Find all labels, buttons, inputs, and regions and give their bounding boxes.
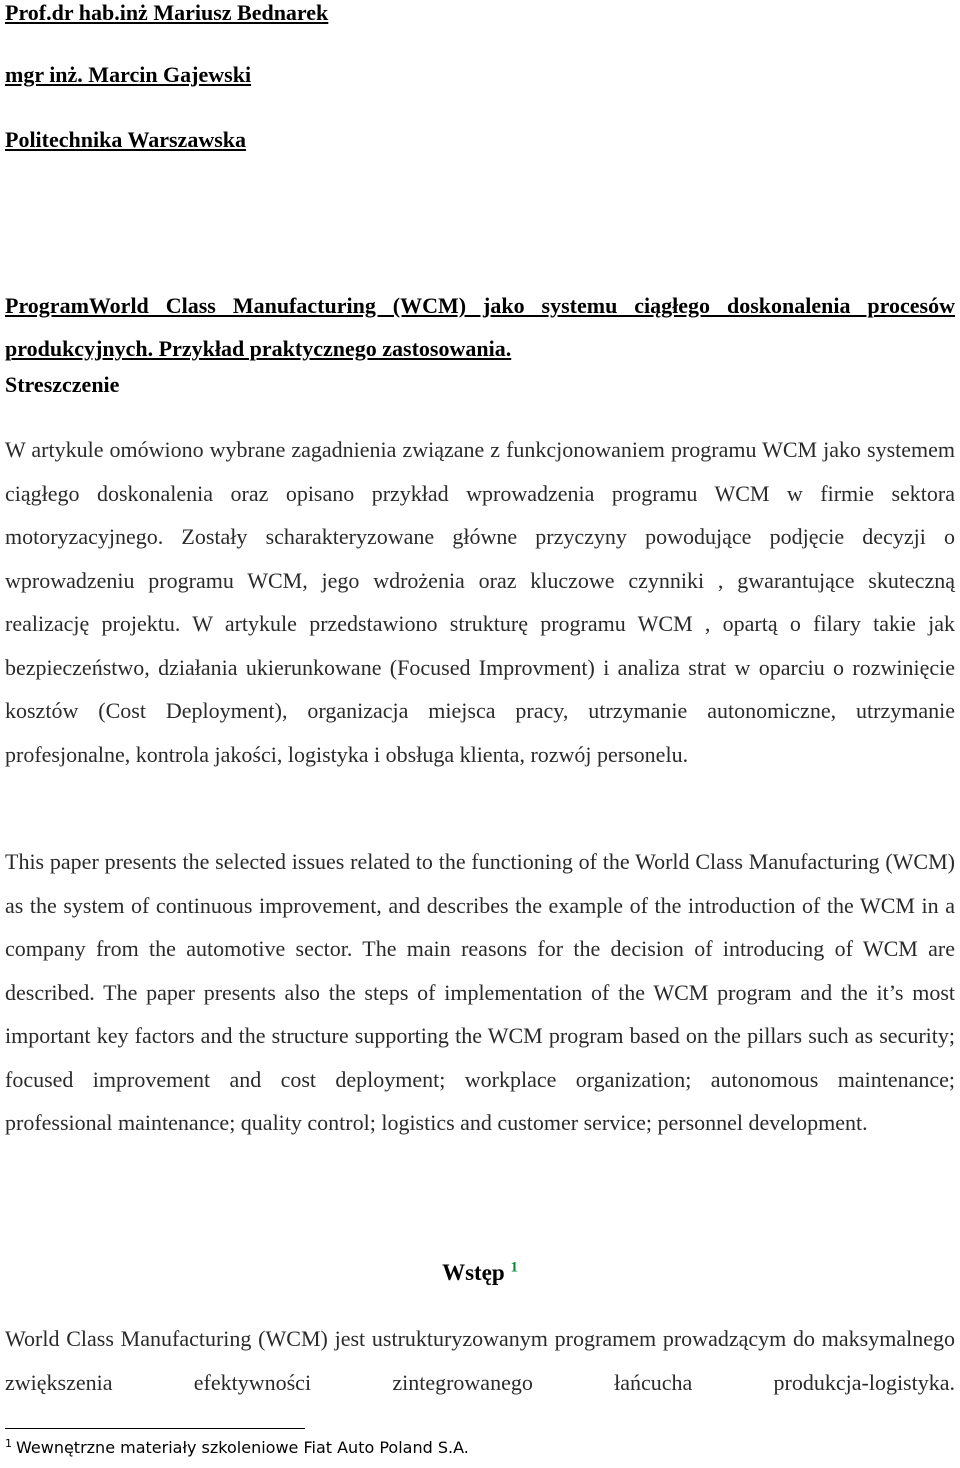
- footnote-number: 1: [5, 1436, 12, 1450]
- paper-title: ProgramWorld Class Manufacturing (WCM) jako systemu ciągłego doskonalenia procesów produkcyjnych. Przykład praktycznego zastosowania.: [5, 293, 955, 361]
- introduction-heading-text: Wstęp: [442, 1260, 505, 1285]
- footnote-text: Wewnętrzne materiały szkoleniowe Fiat Auto Poland S.A.: [16, 1438, 469, 1457]
- abstract-english: This paper presents the selected issues related to the functioning of the World Class Manufacturing (WCM) as the system of continuous improvement, and describes the example of the introduction of the WCM in a company from the automotive sector. The main reasons for the decision of introducing of WCM are described. The paper presents also the steps of implementation of the WCM program and the it’s most important key factors and the structure supporting the WCM program based on the pillars such as security; focused improvement and cost deployment; workplace organization; autonomous maintenance; professional maintenance; quality control; logistics and customer service; personnel development.: [5, 849, 955, 1135]
- introduction-heading: [0, 1257, 960, 1289]
- footnote: [5, 1434, 469, 1462]
- footnote-separator: [5, 1428, 305, 1429]
- author-1: Prof.dr hab.inż Mariusz Bednarek: [5, 0, 329, 25]
- affiliation: Politechnika Warszawska: [5, 127, 247, 152]
- abstract-polish: W artykule omówiono wybrane zagadnienia związane z funkcjonowaniem programu WCM jako systemem ciągłego doskonalenia oraz opisano przykład wprowadzenia programu WCM w firmie sektora motoryzacyjnego. Zostały scharakteryzowane główne przyczyny powodujące podjęcie decyzji o wprowadzeniu programu WCM, jego wdrożenia oraz kluczowe czynniki , gwarantujące skuteczną realizację projektu. W artykule przedstawiono strukturę programu WCM , opartą o filary takie jak bezpieczeństwo, działania ukierunkowane (Focused Improvment) i analiza strat w oparciu o rozwinięcie kosztów (Cost Deployment), organizacja miejsca pracy, utrzymanie autonomiczne, utrzymanie profesjonalne, kontrola jakości, logistyka i obsługa klienta, rozwój personelu.: [5, 437, 955, 767]
- author-2: mgr inż. Marcin Gajewski: [5, 62, 252, 87]
- abstract-heading: Streszczenie: [5, 372, 120, 397]
- introduction-paragraph: World Class Manufacturing (WCM) jest ustrukturyzowanym programem prowadzącym do maksymalnego zwiększenia efektywności zintegrowanego łańcucha produkcja-logistyka.: [5, 1326, 955, 1395]
- footnote-reference[interactable]: 1: [510, 1259, 518, 1276]
